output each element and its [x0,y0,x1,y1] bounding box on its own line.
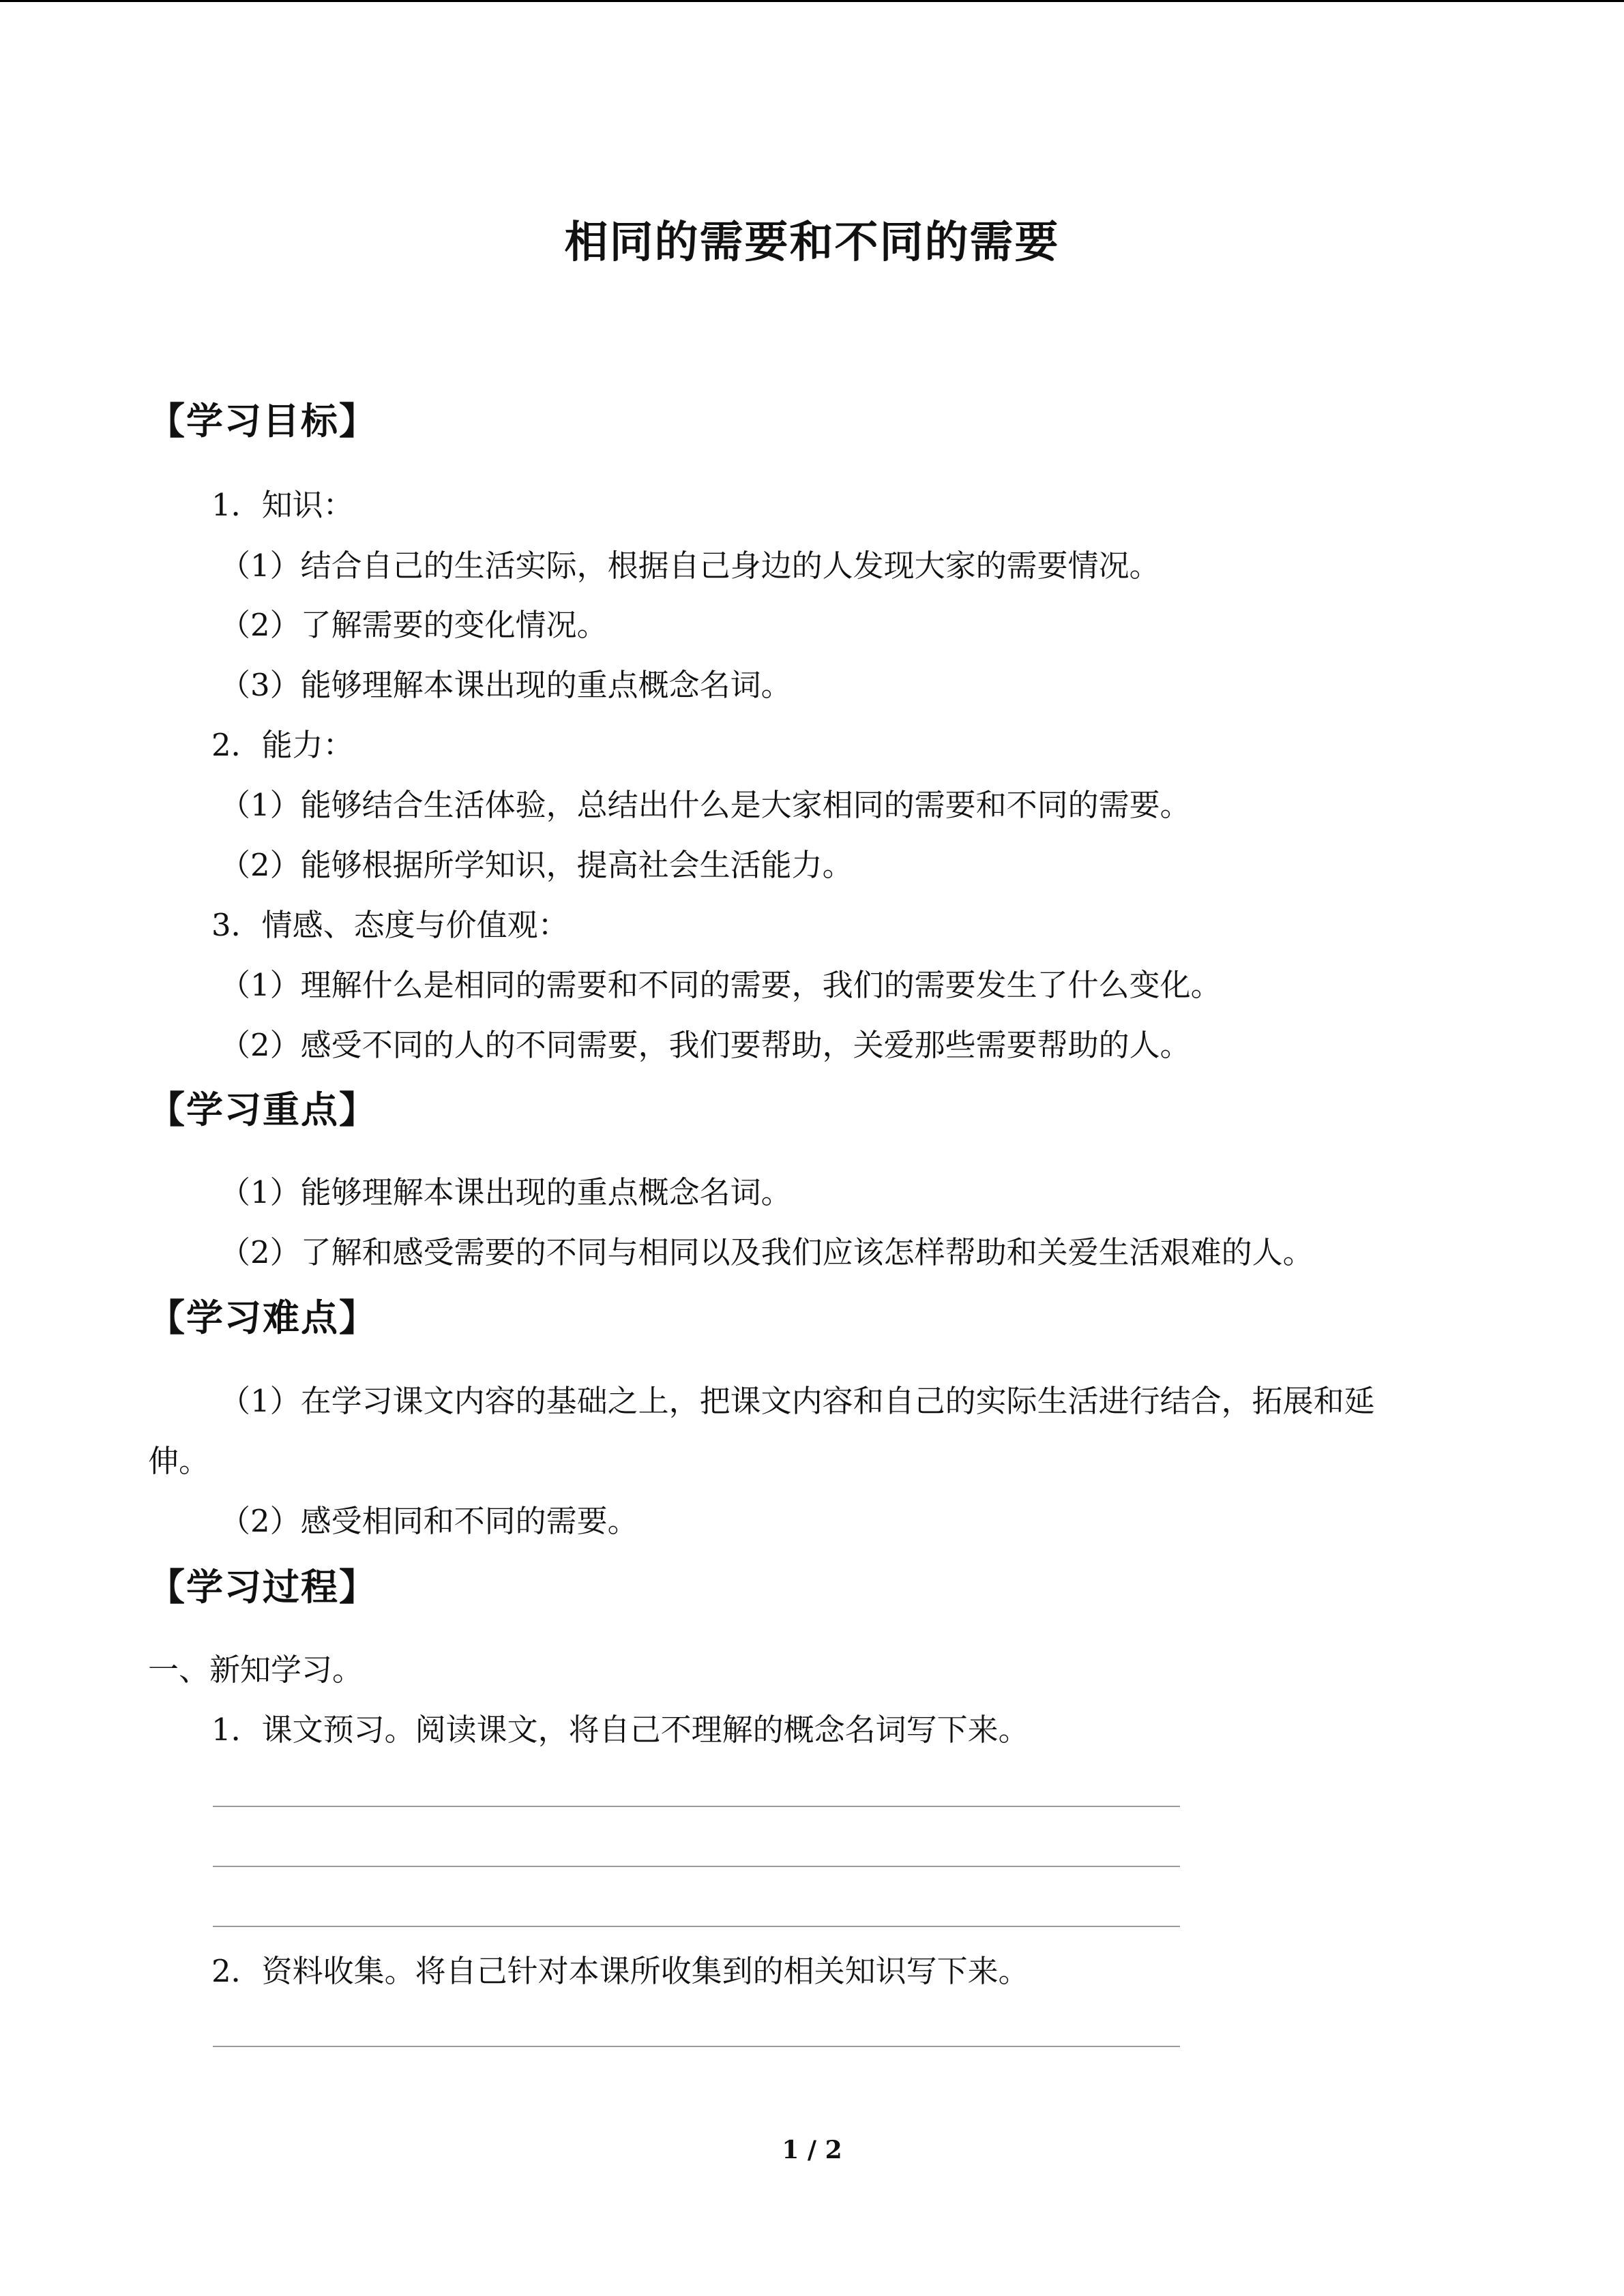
page-indicator: 1 / 2 [782,2136,842,2164]
difficulties-item-2: （2）感受相同和不同的需要。 [220,1503,638,1539]
key-points-item-2: （2）了解和感受需要的不同与相同以及我们应该怎样帮助和关爱生活艰难的人。 [220,1234,1314,1270]
section-heading-process: 【学习过程】 [148,1566,377,1609]
objectives-knowledge-item-3: （3）能够理解本课出现的重点概念名词。 [220,667,792,703]
section-heading-difficulties: 【学习难点】 [148,1296,377,1339]
objectives-emotion-label: 3．情感、态度与价值观： [211,907,569,943]
key-points-item-1: （1）能够理解本课出现的重点概念名词。 [220,1174,792,1210]
objectives-emotion-item-1: （1）理解什么是相同的需要和不同的需要，我们的需要发生了什么变化。 [220,967,1222,1003]
objectives-ability-item-2: （2）能够根据所学知识，提高社会生活能力。 [220,847,853,883]
objectives-emotion-item-2: （2）感受不同的人的不同需要，我们要帮助，关爱那些需要帮助的人。 [220,1027,1191,1063]
objectives-knowledge-item-2: （2）了解需要的变化情况。 [220,607,608,643]
process-task-2: 2．资料收集。将自己针对本课所收集到的相关知识写下来。 [211,1953,1029,1989]
objectives-ability-item-1: （1）能够结合生活体验，总结出什么是大家相同的需要和不同的需要。 [220,787,1191,823]
objectives-knowledge-item-1: （1）结合自己的生活实际，根据自己身边的人发现大家的需要情况。 [220,548,1160,584]
document-title: 相同的需要和不同的需要 [564,218,1060,268]
difficulties-item-1-line-1: （1）在学习课文内容的基础之上，把课文内容和自己的实际生活进行结合，拓展和延 [220,1383,1375,1419]
answer-line-3 [213,1926,1180,1927]
answer-line-1 [213,1806,1180,1807]
answer-line-2 [213,1866,1180,1867]
section-heading-key-points: 【学习重点】 [148,1088,377,1131]
process-task-1: 1．课文预习。阅读课文，将自己不理解的概念名词写下来。 [211,1712,1029,1748]
section-heading-objectives: 【学习目标】 [148,400,377,443]
answer-line-4 [213,2046,1180,2047]
process-part-1-label: 一、新知学习。 [148,1652,364,1688]
difficulties-item-1-line-2: 伸。 [148,1443,210,1479]
objectives-ability-label: 2．能力： [211,727,354,763]
objectives-knowledge-label: 1．知识： [211,487,354,523]
